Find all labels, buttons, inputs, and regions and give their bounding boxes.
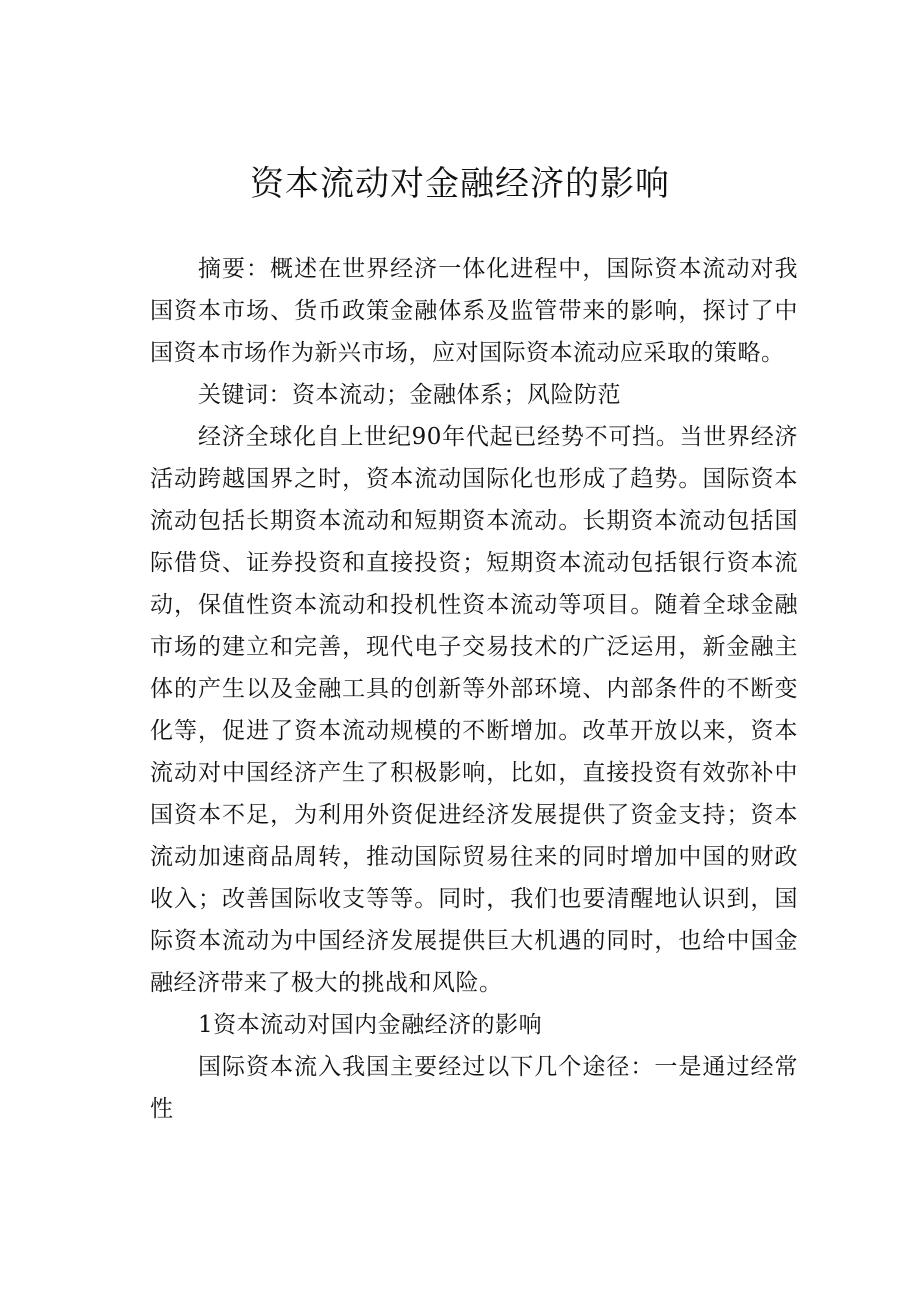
section-paragraph: 国际资本流入我国主要经过以下几个途径：一是通过经常性 <box>150 1054 798 1122</box>
keywords-line: 关键词：资本流动；金融体系；风险防范 <box>198 382 621 408</box>
document-body <box>150 248 798 1130</box>
abstract-paragraph: 摘要：概述在世界经济一体化进程中，国际资本流动对我国资本市场、货币政策金融体系及监管带来的影响，探讨了中国资本市场作为新兴市场，应对国际资本流动应采取的策略。 <box>150 256 798 366</box>
section-heading: 1资本流动对国内金融经济的影响 <box>198 1012 543 1038</box>
intro-paragraph: 经济全球化自上世纪90年代起已经势不可挡。当世界经济活动跨越国界之时，资本流动国际化也形成了趋势。国际资本流动包括长期资本流动和短期资本流动。长期资本流动包括国际借贷、证券投资和直接投资；短期资本流动包括银行资本流动，保值性资本流动和投机性资本流动等项目。随着全球金融市场的建立和完善，现代电子交易技术的广泛运用，新金融主体的产生以及金融工具的创新等外部环境、内部条件的不断变化等，促进了资本流动规模的不断增加。改革开放以来，资本流动对中国经济产生了积极影响，比如，直接投资有效弥补中国资本不足，为利用外资促进经济发展提供了资金支持；资本流动加速商品周转，推动国际贸易往来的同时增加中国的财政收入；改善国际收支等等。同时，我们也要清醒地认识到，国际资本流动为中国经济发展提供巨大机遇的同时，也给中国金融经济带来了极大的挑战和风险。 <box>150 424 798 996</box>
document-title: 资本流动对金融经济的影响 <box>250 164 670 204</box>
